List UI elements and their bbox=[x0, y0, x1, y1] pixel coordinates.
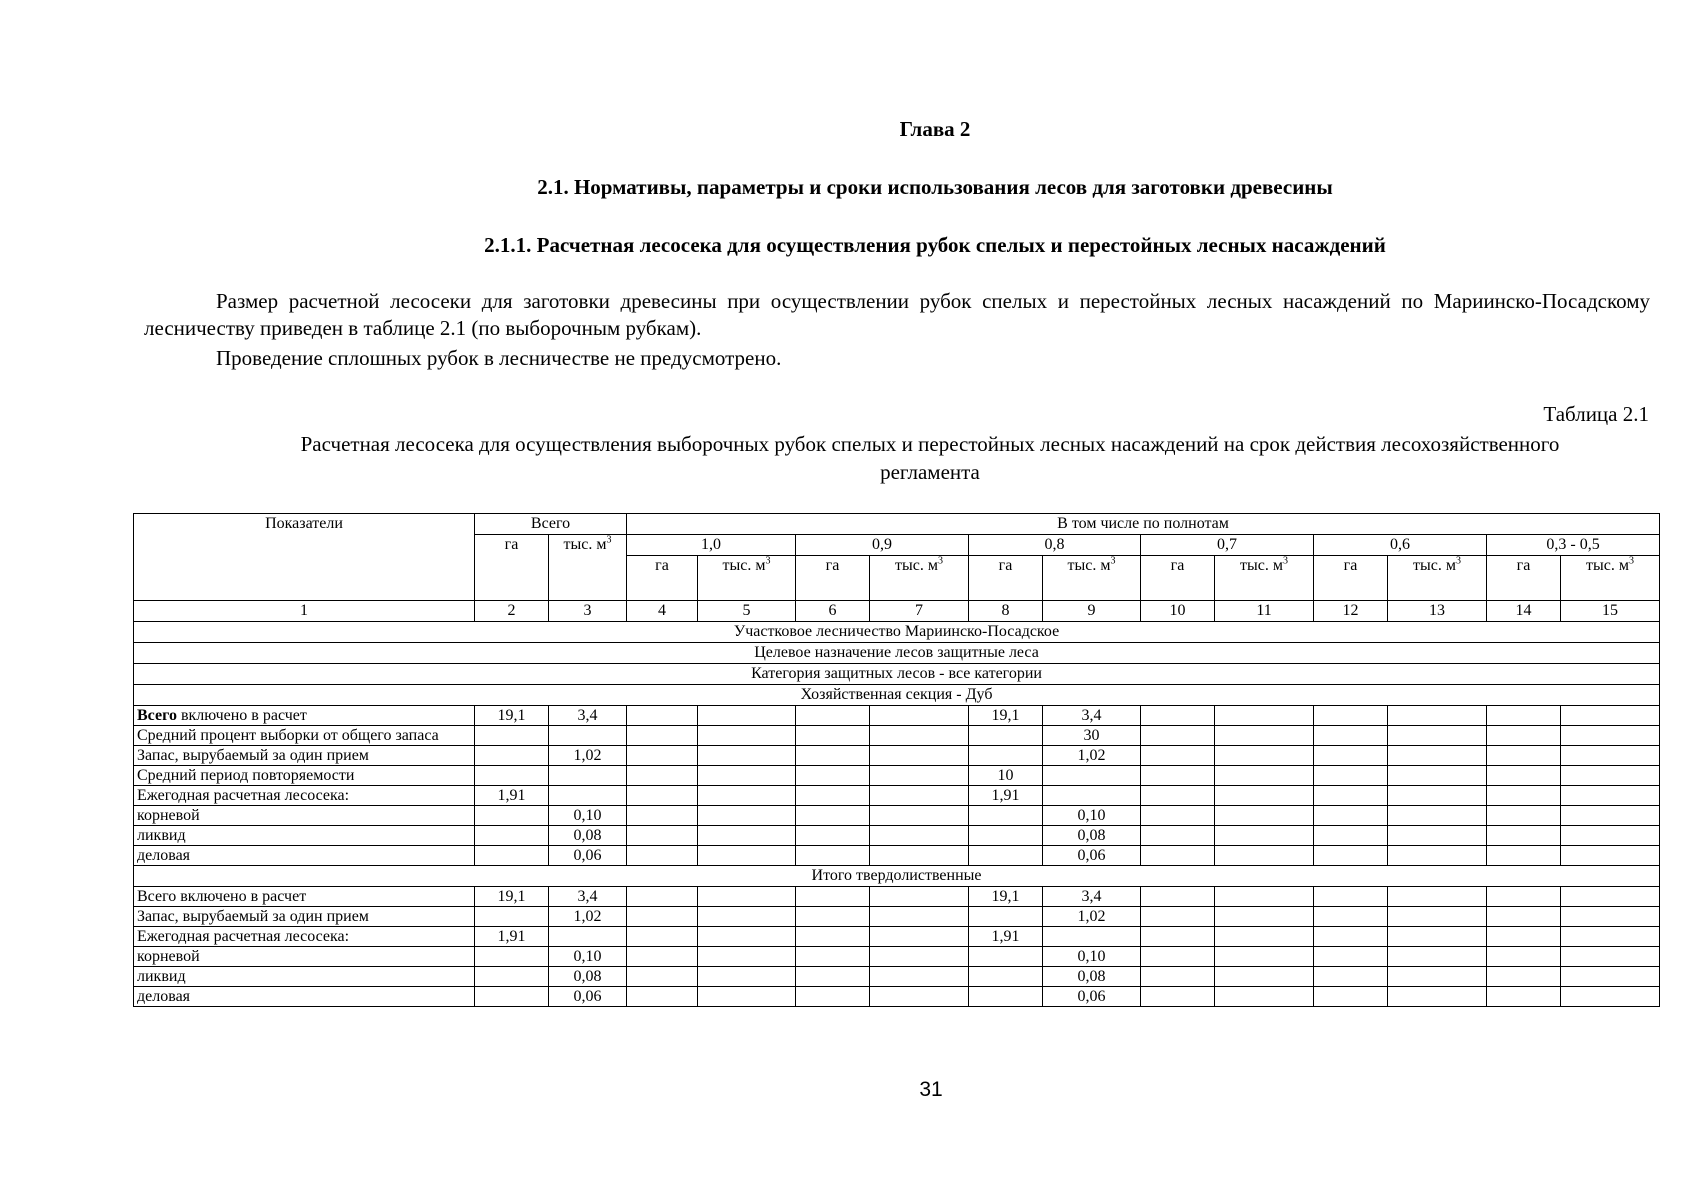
unit-superscript: 3 bbox=[1110, 555, 1116, 567]
header-volume bbox=[698, 556, 796, 601]
value-cell bbox=[549, 927, 627, 947]
header-density: 1,0 bbox=[627, 535, 796, 556]
value-cell bbox=[475, 987, 549, 1007]
value-cell bbox=[1141, 967, 1215, 987]
value-cell bbox=[549, 786, 627, 806]
value-cell bbox=[1487, 907, 1561, 927]
value-cell bbox=[1043, 927, 1141, 947]
header-ha: га bbox=[969, 556, 1043, 601]
column-number: 9 bbox=[1043, 601, 1141, 622]
value-cell: 0,06 bbox=[1043, 987, 1141, 1007]
value-cell bbox=[1314, 826, 1388, 846]
value-cell bbox=[1141, 726, 1215, 746]
section-row bbox=[134, 643, 1660, 664]
value-cell bbox=[1561, 967, 1660, 987]
value-cell bbox=[1215, 766, 1314, 786]
column-number: 5 bbox=[698, 601, 796, 622]
paragraph: Проведение сплошных рубок в лесничестве не предусмотрено. bbox=[216, 346, 782, 370]
data-table bbox=[133, 513, 1660, 1007]
value-cell bbox=[1487, 987, 1561, 1007]
value-cell bbox=[1561, 887, 1660, 907]
header-total-volume bbox=[549, 535, 627, 601]
section-title: Целевое назначение лесов защитные леса bbox=[134, 643, 1660, 664]
value-cell bbox=[698, 907, 796, 927]
value-cell bbox=[549, 726, 627, 746]
header-total-ha: га bbox=[475, 535, 549, 601]
value-cell bbox=[627, 947, 698, 967]
value-cell bbox=[1141, 927, 1215, 947]
header-volume bbox=[1388, 556, 1487, 601]
value-cell bbox=[1561, 726, 1660, 746]
value-cell bbox=[1388, 766, 1487, 786]
value-cell bbox=[1314, 967, 1388, 987]
value-cell bbox=[1388, 786, 1487, 806]
header-density: 0,8 bbox=[969, 535, 1141, 556]
table-row bbox=[134, 746, 1660, 766]
value-cell bbox=[1141, 706, 1215, 726]
unit-label: тыс. м bbox=[895, 557, 938, 574]
value-cell bbox=[1314, 947, 1388, 967]
header-ha: га bbox=[796, 556, 870, 601]
value-cell: 30 bbox=[1043, 726, 1141, 746]
value-cell bbox=[969, 846, 1043, 866]
value-cell bbox=[1487, 746, 1561, 766]
value-cell bbox=[870, 706, 969, 726]
value-cell bbox=[870, 826, 969, 846]
section-title: Категория защитных лесов - все категории bbox=[134, 664, 1660, 685]
column-number: 3 bbox=[549, 601, 627, 622]
section-title: 2.1. Нормативы, параметры и сроки использования лесов для заготовки древесины bbox=[537, 175, 1333, 199]
value-cell: 3,4 bbox=[549, 706, 627, 726]
table-row bbox=[134, 907, 1660, 927]
value-cell: 1,91 bbox=[475, 786, 549, 806]
value-cell bbox=[796, 947, 870, 967]
column-number: 11 bbox=[1215, 601, 1314, 622]
value-cell: 0,08 bbox=[1043, 967, 1141, 987]
value-cell bbox=[796, 766, 870, 786]
value-cell: 0,06 bbox=[1043, 846, 1141, 866]
value-cell bbox=[1487, 726, 1561, 746]
unit-label: тыс. м bbox=[722, 557, 766, 574]
value-cell bbox=[1314, 766, 1388, 786]
value-cell bbox=[796, 726, 870, 746]
value-cell bbox=[870, 746, 969, 766]
value-cell bbox=[1215, 927, 1314, 947]
value-cell bbox=[475, 846, 549, 866]
row-label: Средний процент выборки от общего запаса bbox=[134, 726, 475, 746]
value-cell bbox=[1215, 806, 1314, 826]
column-number: 14 bbox=[1487, 601, 1561, 622]
value-cell bbox=[1561, 786, 1660, 806]
value-cell bbox=[1561, 907, 1660, 927]
row-label bbox=[134, 706, 475, 726]
table-row bbox=[134, 927, 1660, 947]
table-number: Таблица 2.1 bbox=[1543, 402, 1649, 426]
value-cell bbox=[870, 766, 969, 786]
value-cell bbox=[1215, 907, 1314, 927]
value-cell bbox=[870, 846, 969, 866]
value-cell bbox=[969, 967, 1043, 987]
value-cell bbox=[698, 706, 796, 726]
row-label: Ежегодная расчетная лесосека: bbox=[134, 927, 475, 947]
row-label: Средний период повторяемости bbox=[134, 766, 475, 786]
unit-label: тыс. м bbox=[1413, 557, 1456, 574]
value-cell bbox=[1314, 887, 1388, 907]
unit-label: тыс. м bbox=[1586, 557, 1630, 574]
value-cell bbox=[1043, 786, 1141, 806]
value-cell: 0,06 bbox=[549, 987, 627, 1007]
header-volume bbox=[1561, 556, 1660, 601]
value-cell: 0,10 bbox=[1043, 947, 1141, 967]
value-cell: 0,10 bbox=[549, 806, 627, 826]
value-cell bbox=[796, 826, 870, 846]
row-label: деловая bbox=[134, 846, 475, 866]
unit-label: тыс. м bbox=[563, 536, 607, 553]
page-number: 31 bbox=[919, 1078, 943, 1101]
value-cell bbox=[698, 887, 796, 907]
value-cell bbox=[1388, 887, 1487, 907]
unit-label: тыс. м bbox=[1067, 557, 1111, 574]
value-cell bbox=[870, 967, 969, 987]
value-cell bbox=[1141, 987, 1215, 1007]
column-number: 8 bbox=[969, 601, 1043, 622]
header-density: 0,7 bbox=[1141, 535, 1314, 556]
value-cell bbox=[1388, 907, 1487, 927]
value-cell bbox=[1141, 907, 1215, 927]
value-cell: 19,1 bbox=[475, 706, 549, 726]
value-cell bbox=[796, 987, 870, 1007]
value-cell bbox=[870, 887, 969, 907]
section-row bbox=[134, 622, 1660, 643]
table-row bbox=[134, 887, 1660, 907]
column-number: 6 bbox=[796, 601, 870, 622]
header-indicators: Показатели bbox=[134, 514, 475, 601]
value-cell: 1,02 bbox=[549, 746, 627, 766]
header-including: В том числе по полнотам bbox=[627, 514, 1660, 535]
value-cell bbox=[1141, 887, 1215, 907]
value-cell bbox=[698, 726, 796, 746]
column-number: 10 bbox=[1141, 601, 1215, 622]
column-number: 12 bbox=[1314, 601, 1388, 622]
row-label: Ежегодная расчетная лесосека: bbox=[134, 786, 475, 806]
unit-label: тыс. м bbox=[1240, 557, 1283, 574]
table-row bbox=[134, 706, 1660, 726]
table-row bbox=[134, 947, 1660, 967]
value-cell bbox=[796, 786, 870, 806]
value-cell bbox=[627, 786, 698, 806]
unit-superscript: 3 bbox=[606, 534, 612, 546]
row-label: Запас, вырубаемый за один прием bbox=[134, 907, 475, 927]
value-cell bbox=[698, 927, 796, 947]
row-label: ликвид bbox=[134, 826, 475, 846]
value-cell: 0,06 bbox=[549, 846, 627, 866]
value-cell bbox=[698, 766, 796, 786]
header-volume bbox=[1043, 556, 1141, 601]
value-cell bbox=[1487, 766, 1561, 786]
value-cell bbox=[1487, 967, 1561, 987]
section-title: Хозяйственная секция - Дуб bbox=[134, 685, 1660, 706]
value-cell bbox=[475, 726, 549, 746]
value-cell bbox=[1388, 947, 1487, 967]
value-cell bbox=[1388, 967, 1487, 987]
value-cell bbox=[796, 806, 870, 826]
value-cell bbox=[1215, 786, 1314, 806]
paragraph: Размер расчетной лесосеки для заготовки древесины при осуществлении рубок спелых и перестойных лесных насаждений по Мариинско-Посадскому лесничеству приведен в таблице 2.1 (по выборочным рубкам). bbox=[144, 289, 1650, 340]
value-cell bbox=[1388, 927, 1487, 947]
value-cell bbox=[1388, 726, 1487, 746]
value-cell bbox=[1561, 846, 1660, 866]
value-cell bbox=[627, 706, 698, 726]
value-cell bbox=[1043, 766, 1141, 786]
value-cell bbox=[1314, 746, 1388, 766]
value-cell bbox=[627, 887, 698, 907]
value-cell bbox=[1314, 706, 1388, 726]
value-cell bbox=[969, 806, 1043, 826]
value-cell bbox=[969, 987, 1043, 1007]
table-row bbox=[134, 726, 1660, 746]
table-row bbox=[134, 786, 1660, 806]
value-cell bbox=[1141, 746, 1215, 766]
value-cell bbox=[698, 786, 796, 806]
column-number: 1 bbox=[134, 601, 475, 622]
value-cell bbox=[1215, 846, 1314, 866]
header-ha: га bbox=[1314, 556, 1388, 601]
value-cell: 3,4 bbox=[1043, 887, 1141, 907]
value-cell bbox=[475, 907, 549, 927]
value-cell bbox=[969, 907, 1043, 927]
table-caption: Расчетная лесосека для осуществления выборочных рубок спелых и перестойных лесных насаждений на срок действия лесохозяйственного регламента bbox=[300, 432, 1560, 484]
value-cell bbox=[1314, 987, 1388, 1007]
value-cell: 3,4 bbox=[549, 887, 627, 907]
value-cell bbox=[475, 947, 549, 967]
row-label: Всего включено в расчет bbox=[134, 887, 475, 907]
value-cell bbox=[1388, 706, 1487, 726]
value-cell bbox=[627, 927, 698, 947]
value-cell bbox=[1561, 947, 1660, 967]
header-volume bbox=[870, 556, 969, 601]
value-cell bbox=[1388, 746, 1487, 766]
value-cell bbox=[796, 887, 870, 907]
column-number: 15 bbox=[1561, 601, 1660, 622]
value-cell bbox=[969, 726, 1043, 746]
value-cell bbox=[1561, 766, 1660, 786]
value-cell bbox=[1215, 947, 1314, 967]
unit-superscript: 3 bbox=[1283, 555, 1288, 567]
value-cell bbox=[969, 746, 1043, 766]
value-cell bbox=[1561, 706, 1660, 726]
value-cell bbox=[870, 806, 969, 826]
table-row bbox=[134, 766, 1660, 786]
value-cell bbox=[1561, 987, 1660, 1007]
value-cell bbox=[475, 746, 549, 766]
value-cell bbox=[698, 746, 796, 766]
value-cell bbox=[1487, 947, 1561, 967]
value-cell: 1,91 bbox=[969, 786, 1043, 806]
value-cell bbox=[1141, 786, 1215, 806]
value-cell bbox=[1314, 846, 1388, 866]
value-cell bbox=[1388, 806, 1487, 826]
section-row bbox=[134, 685, 1660, 706]
table-row bbox=[134, 987, 1660, 1007]
value-cell bbox=[627, 746, 698, 766]
value-cell bbox=[1487, 887, 1561, 907]
header-ha: га bbox=[627, 556, 698, 601]
value-cell: 1,02 bbox=[1043, 907, 1141, 927]
value-cell bbox=[870, 947, 969, 967]
value-cell bbox=[1215, 887, 1314, 907]
header-row bbox=[134, 514, 1660, 535]
header-ha: га bbox=[1487, 556, 1561, 601]
row-label: деловая bbox=[134, 987, 475, 1007]
value-cell bbox=[1215, 967, 1314, 987]
table-row bbox=[134, 846, 1660, 866]
value-cell bbox=[1388, 846, 1487, 866]
value-cell: 19,1 bbox=[969, 706, 1043, 726]
column-number: 13 bbox=[1388, 601, 1487, 622]
row-label: ликвид bbox=[134, 967, 475, 987]
value-cell: 0,08 bbox=[1043, 826, 1141, 846]
value-cell bbox=[1314, 806, 1388, 826]
value-cell: 0,10 bbox=[549, 947, 627, 967]
column-number-row bbox=[134, 601, 1660, 622]
value-cell bbox=[796, 746, 870, 766]
value-cell bbox=[1314, 726, 1388, 746]
value-cell bbox=[1487, 927, 1561, 947]
value-cell bbox=[698, 947, 796, 967]
header-density: 0,3 - 0,5 bbox=[1487, 535, 1660, 556]
value-cell bbox=[627, 967, 698, 987]
value-cell: 19,1 bbox=[969, 887, 1043, 907]
value-cell bbox=[698, 967, 796, 987]
table-row bbox=[134, 826, 1660, 846]
value-cell bbox=[698, 826, 796, 846]
value-cell bbox=[1561, 746, 1660, 766]
value-cell bbox=[969, 947, 1043, 967]
value-cell: 10 bbox=[969, 766, 1043, 786]
value-cell bbox=[796, 967, 870, 987]
chapter-title: Глава 2 bbox=[899, 117, 971, 141]
value-cell bbox=[1487, 806, 1561, 826]
header-total: Всего bbox=[475, 514, 627, 535]
unit-superscript: 3 bbox=[938, 555, 943, 567]
value-cell bbox=[1561, 806, 1660, 826]
value-cell bbox=[1215, 746, 1314, 766]
value-cell bbox=[796, 846, 870, 866]
value-cell bbox=[698, 806, 796, 826]
value-cell bbox=[1215, 706, 1314, 726]
value-cell bbox=[627, 826, 698, 846]
value-cell bbox=[1215, 826, 1314, 846]
column-number: 7 bbox=[870, 601, 969, 622]
value-cell bbox=[627, 846, 698, 866]
value-cell: 0,08 bbox=[549, 967, 627, 987]
value-cell bbox=[870, 726, 969, 746]
value-cell bbox=[969, 826, 1043, 846]
value-cell bbox=[475, 766, 549, 786]
value-cell bbox=[627, 806, 698, 826]
header-density: 0,6 bbox=[1314, 535, 1487, 556]
value-cell bbox=[870, 987, 969, 1007]
value-cell: 1,02 bbox=[1043, 746, 1141, 766]
section-title: Участковое лесничество Мариинско-Посадское bbox=[134, 622, 1660, 643]
value-cell bbox=[1215, 726, 1314, 746]
value-cell bbox=[796, 907, 870, 927]
value-cell: 19,1 bbox=[475, 887, 549, 907]
value-cell bbox=[1388, 826, 1487, 846]
value-cell: 1,91 bbox=[969, 927, 1043, 947]
value-cell bbox=[1141, 826, 1215, 846]
unit-superscript: 3 bbox=[1456, 555, 1461, 567]
section-row bbox=[134, 664, 1660, 685]
value-cell bbox=[796, 927, 870, 947]
value-cell bbox=[627, 726, 698, 746]
header-density: 0,9 bbox=[796, 535, 969, 556]
value-cell bbox=[1215, 987, 1314, 1007]
unit-superscript: 3 bbox=[1629, 555, 1635, 567]
header-volume bbox=[1215, 556, 1314, 601]
value-cell bbox=[475, 826, 549, 846]
value-cell: 0,10 bbox=[1043, 806, 1141, 826]
row-label: корневой bbox=[134, 947, 475, 967]
value-cell bbox=[1141, 947, 1215, 967]
row-label: корневой bbox=[134, 806, 475, 826]
value-cell bbox=[870, 927, 969, 947]
value-cell bbox=[1561, 826, 1660, 846]
value-cell bbox=[475, 806, 549, 826]
value-cell bbox=[1487, 706, 1561, 726]
value-cell: 1,02 bbox=[549, 907, 627, 927]
subsection-title: 2.1.1. Расчетная лесосека для осуществления рубок спелых и перестойных лесных насаждений bbox=[484, 233, 1386, 257]
value-cell bbox=[698, 987, 796, 1007]
value-cell bbox=[870, 786, 969, 806]
value-cell bbox=[1141, 846, 1215, 866]
table-row bbox=[134, 967, 1660, 987]
value-cell bbox=[627, 766, 698, 786]
value-cell: 0,08 bbox=[549, 826, 627, 846]
value-cell bbox=[698, 846, 796, 866]
value-cell bbox=[1314, 786, 1388, 806]
unit-superscript: 3 bbox=[765, 555, 771, 567]
value-cell bbox=[1141, 766, 1215, 786]
value-cell bbox=[627, 907, 698, 927]
column-number: 2 bbox=[475, 601, 549, 622]
value-cell bbox=[1314, 907, 1388, 927]
value-cell bbox=[1487, 826, 1561, 846]
value-cell bbox=[796, 706, 870, 726]
header-ha: га bbox=[1141, 556, 1215, 601]
value-cell bbox=[549, 766, 627, 786]
value-cell bbox=[1314, 927, 1388, 947]
row-label-bold: Всего bbox=[137, 707, 177, 724]
section-row bbox=[134, 866, 1660, 887]
section-title: Итого твердолиственные bbox=[134, 866, 1660, 887]
value-cell: 3,4 bbox=[1043, 706, 1141, 726]
value-cell bbox=[627, 987, 698, 1007]
column-number: 4 bbox=[627, 601, 698, 622]
value-cell bbox=[1561, 927, 1660, 947]
value-cell bbox=[1388, 987, 1487, 1007]
table-row bbox=[134, 806, 1660, 826]
row-label-text: включено в расчет bbox=[176, 707, 307, 724]
value-cell bbox=[870, 907, 969, 927]
value-cell: 1,91 bbox=[475, 927, 549, 947]
value-cell bbox=[475, 967, 549, 987]
value-cell bbox=[1487, 846, 1561, 866]
row-label: Запас, вырубаемый за один прием bbox=[134, 746, 475, 766]
value-cell bbox=[1141, 806, 1215, 826]
value-cell bbox=[1487, 786, 1561, 806]
